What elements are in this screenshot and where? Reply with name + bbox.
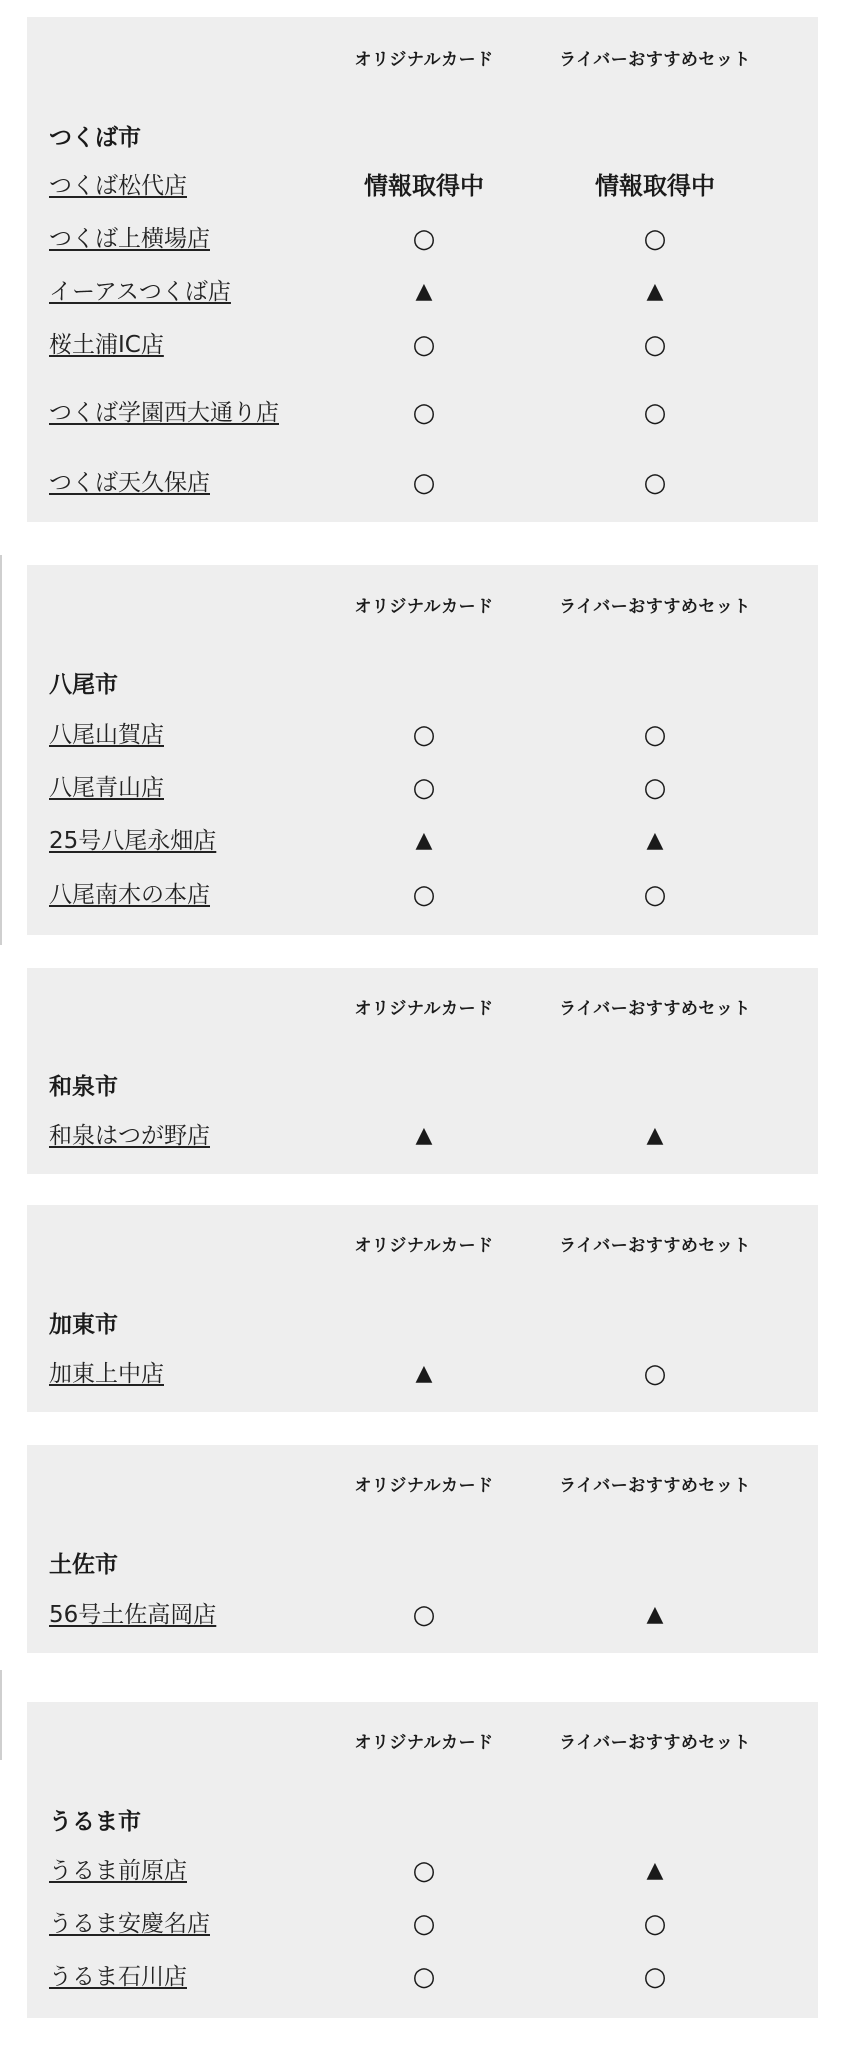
liver-set-availability: ○ [643,1359,667,1389]
column-header-row [27,994,818,1018]
store-row [27,768,818,808]
column-header-original-card: オリジナルカード [354,1733,494,1753]
column-header-row [27,1728,818,1752]
store-block-uruma [27,1702,818,2018]
store-link[interactable]: 桜土浦IC店 [49,332,164,358]
original-card-availability: ○ [412,224,436,254]
column-header-liver-set: ライバーおすすめセット [559,50,751,70]
liver-set-availability: ○ [643,330,667,360]
store-link[interactable]: 和泉はつが野店 [49,1123,210,1149]
original-card-availability: ○ [412,330,436,360]
column-header-liver-set: ライバーおすすめセット [559,999,751,1019]
store-link[interactable]: 八尾南木の本店 [49,882,210,908]
liver-set-availability: ▲ [646,828,664,853]
original-card-availability: ○ [412,1909,436,1939]
column-header-original-card: オリジナルカード [354,999,494,1019]
store-link[interactable]: 25号八尾永畑店 [49,828,217,854]
store-block-izumi [27,968,818,1174]
liver-set-availability: ○ [643,773,667,803]
column-header-original-card: オリジナルカード [354,50,494,70]
store-row [27,715,818,755]
store-block-tosa [27,1445,818,1653]
column-header-row [27,1231,818,1255]
city-name: 和泉市 [49,1074,118,1100]
city-name: 加東市 [49,1312,118,1338]
store-row [27,821,818,861]
store-link[interactable]: うるま安慶名店 [49,1911,210,1937]
store-link[interactable]: イーアスつくば店 [49,279,231,305]
liver-set-availability: ▲ [646,279,664,304]
store-row [27,272,818,312]
original-card-availability: ○ [412,1856,436,1886]
column-header-original-card: オリジナルカード [354,1236,494,1256]
store-row [27,166,818,206]
original-card-availability: ▲ [415,828,433,853]
left-edge-line [0,1670,2,1760]
liver-set-availability: ○ [643,468,667,498]
store-link[interactable]: 加東上中店 [49,1361,164,1387]
store-link[interactable]: 八尾山賀店 [49,722,164,748]
store-block-kato [27,1205,818,1412]
column-header-original-card: オリジナルカード [354,1476,494,1496]
original-card-availability: ▲ [415,279,433,304]
store-row [27,1904,818,1944]
liver-set-availability: ○ [643,1962,667,1992]
store-block-tsukuba [27,17,818,522]
liver-set-availability: ○ [643,398,667,428]
column-header-liver-set: ライバーおすすめセット [559,1476,751,1496]
store-row [27,875,818,915]
store-row [27,1595,818,1635]
store-link[interactable]: うるま石川店 [49,1964,187,1990]
store-link[interactable]: つくば松代店 [49,173,187,199]
column-header-row [27,1471,818,1495]
original-card-availability: ○ [412,1962,436,1992]
liver-set-availability: ▲ [646,1602,664,1627]
column-header-liver-set: ライバーおすすめセット [559,597,751,617]
left-edge-line [0,555,2,945]
original-card-availability: ○ [412,773,436,803]
store-block-yao [27,565,818,935]
original-card-availability: ○ [412,1600,436,1630]
column-header-row [27,45,818,69]
original-card-availability: ○ [412,880,436,910]
store-row [27,1957,818,1997]
liver-set-availability: ○ [643,720,667,750]
original-card-availability: ○ [412,720,436,750]
original-card-availability: 情報取得中 [364,172,484,200]
store-row [27,463,818,503]
column-header-liver-set: ライバーおすすめセット [559,1733,751,1753]
city-name: 土佐市 [49,1552,118,1578]
liver-set-availability: ▲ [646,1858,664,1883]
original-card-availability: ○ [412,398,436,428]
liver-set-availability: ▲ [646,1123,664,1148]
store-link[interactable]: うるま前原店 [49,1858,187,1884]
liver-set-availability: ○ [643,1909,667,1939]
store-link[interactable]: 八尾青山店 [49,775,164,801]
store-row [27,219,818,259]
liver-set-availability: ○ [643,880,667,910]
original-card-availability: ▲ [415,1361,433,1386]
store-link[interactable]: つくば学園西大通り店 [49,400,279,426]
city-name: つくば市 [49,125,141,151]
store-row [27,325,818,365]
column-header-liver-set: ライバーおすすめセット [559,1236,751,1256]
original-card-availability: ▲ [415,1123,433,1148]
column-header-original-card: オリジナルカード [354,597,494,617]
liver-set-availability: ○ [643,224,667,254]
city-name: うるま市 [49,1809,141,1835]
store-link[interactable]: 56号土佐高岡店 [49,1602,217,1628]
store-row [27,1851,818,1891]
store-row [27,1354,818,1394]
original-card-availability: ○ [412,468,436,498]
store-link[interactable]: つくば上横場店 [49,226,210,252]
store-link[interactable]: つくば天久保店 [49,470,210,496]
store-row [27,382,818,444]
city-name: 八尾市 [49,672,118,698]
store-row [27,1116,818,1156]
liver-set-availability: 情報取得中 [595,172,715,200]
column-header-row [27,592,818,616]
